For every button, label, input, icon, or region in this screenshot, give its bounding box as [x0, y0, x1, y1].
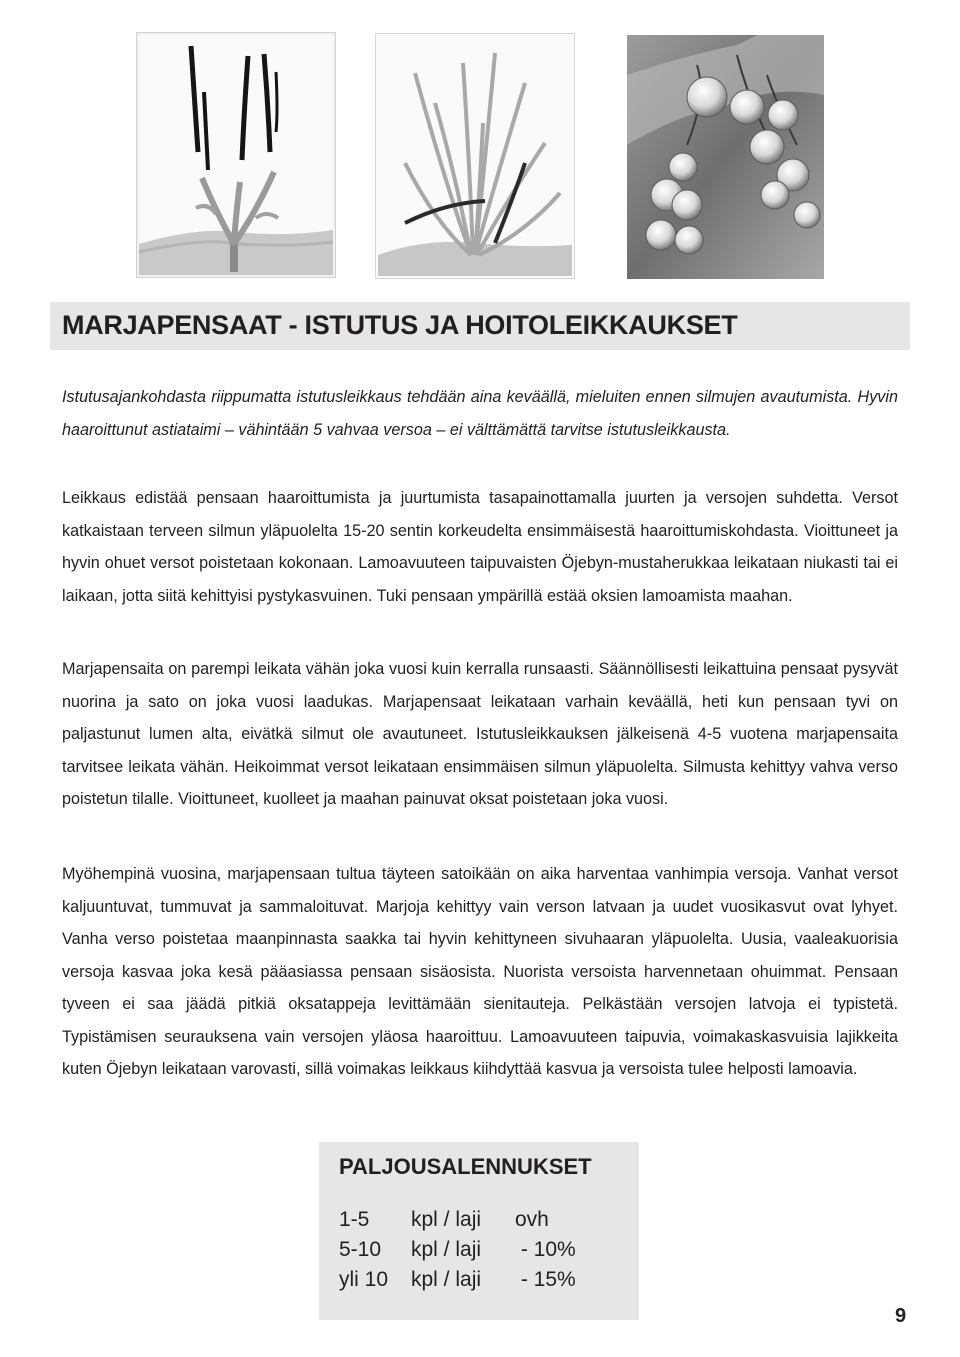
pruning-illustration-young-bush	[136, 32, 336, 278]
discount-unit: kpl / laji	[411, 1238, 482, 1261]
page-number: 9	[895, 1305, 907, 1327]
body-paragraph: Leikkaus edistää pensaan haaroittumista ja juurtumista tasapainottamalla juurten ja versojen suhdetta. Versot katkaistaan terveen silmun yläpuolelta 15-20 sentin korkeudelta ensimmäisestä haaroittumiskohdasta. Vioittuneet ja hyvin ohuet versot poistetaan kokonaan. Lamoavuuteen taipuvaisten Öjebyn-mustaherukkaa leikataan niukasti tai ei laikaan, jotta siitä kehittyisi pystykasvuinen. Tuki pensaan ympärillä estää oksien lamoamista maahan.	[62, 489, 898, 605]
discount-value: - 10%	[515, 1238, 576, 1261]
pruning-illustration-mature-bush	[375, 33, 575, 279]
title-bar	[50, 302, 910, 350]
discount-unit: kpl / laji	[411, 1268, 482, 1291]
discount-title: PALJOUSALENNUKSET	[339, 1154, 592, 1179]
discount-value: ovh	[515, 1208, 549, 1231]
discount-quantity: 1-5	[339, 1208, 370, 1231]
discount-unit: kpl / laji	[411, 1208, 482, 1231]
body-paragraph: Myöhempinä vuosina, marjapensaan tultua täyteen satoikään on aika harventaa vanhimpia versoja. Vanhat versot kaljuuntuvat, tummuvat ja sammaloituvat. Marjoja kehittyy vain verson latvaan ja uudet vuosikasvut ovat lyhyet. Vanha verso poistetaa maanpinnasta saakka tai hyvin kehittyneen sivuhaaran yläpuolelta. Uusia, vaaleakuorisia versoja kasvaa joka kesä pääasiassa pensaan sisäosista. Nuorista versoista harvennetaan ohuimmat. Pensaan tyveen ei saa jäädä pitkiä oksatappeja levittämään sienitauteja. Pelkästään versojen latvoja ei typistetä. Typistämisen seurauksena vain versojen yläosa haaroittuu. Lamoavuuteen taipuvia, voimakaskasvuisia lajikkeita kuten Öjebyn leikataan varovasti, sillä voimakas leikkaus kiihdyttää kasvua ja versoista tulee helposti lamoavia.	[62, 865, 898, 1078]
volume-discount-box	[319, 1142, 639, 1320]
currant-berries-photo	[627, 35, 824, 279]
discount-quantity: yli 10	[339, 1268, 389, 1291]
page-title: MARJAPENSAAT - ISTUTUS JA HOITOLEIKKAUKSET	[62, 310, 738, 340]
intro-paragraph: Istutusajankohdasta riippumatta istutusleikkaus tehdään aina keväällä, mieluiten ennen silmujen avautumista. Hyvin haaroittunut astiataimi – vähintään 5 vahvaa versoa – ei välttämättä tarvitse istutusleikkausta.	[62, 388, 898, 439]
body-paragraph: Marjapensaita on parempi leikata vähän joka vuosi kuin kerralla runsaasti. Säännöllisesti leikattuina pensaat pysyvät nuorina ja sato on joka vuosi laadukas. Marjapensaat leikataan varhain keväällä, heti kun pensaan tyvi on paljastunut lumen alta, eivätkä silmut ole avautuneet. Istutusleikkauksen jälkeisenä 4-5 vuotena marjapensaita tarvitsee leikata vähän. Heikoimmat versot leikataan ensimmäisen silmun yläpuolelta. Silmusta kehittyy vahva verso poistetun tilalle. Vioittuneet, kuolleet ja maahan painuvat oksat poistetaan joka vuosi.	[62, 660, 898, 808]
discount-quantity: 5-10	[339, 1238, 382, 1261]
discount-value: - 15%	[515, 1268, 576, 1291]
